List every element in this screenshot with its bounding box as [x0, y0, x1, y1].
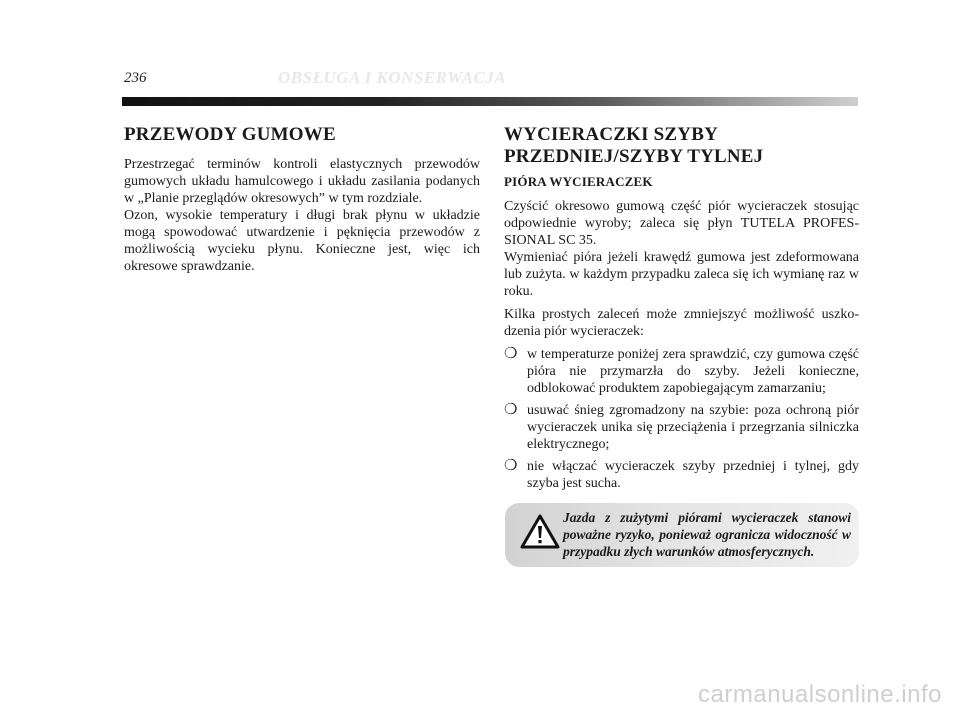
page-number: 236	[124, 70, 147, 86]
watermark: carmanualsonline.info	[698, 681, 942, 708]
list-item-text: usuwać śnieg zgromadzony na szybie: poza ochroną piór wycieraczek unika się przeciążenia i przegrzania silniczka elektrycznego;	[527, 403, 859, 452]
subsection-title-wiper-blades: PIÓRA WYCIERACZEK	[504, 174, 653, 189]
bullet-list	[504, 346, 859, 492]
running-header: OBSŁUGA I KONSERWACJA	[278, 68, 507, 87]
list-item	[504, 346, 859, 397]
header-rule	[122, 97, 858, 106]
paragraph: Ozon, wysokie temperatury i długi brak płynu w układzie mogą spowodować utwardzenie i pęknięcia przewodów z możliwością wycieku płynu. Konieczne jest, więc ich okresowe sprawdzanie.	[124, 208, 480, 274]
warning-box	[505, 503, 859, 567]
list-item	[504, 458, 859, 492]
section-title-hoses: PRZEWODY GUMOWE	[124, 124, 336, 145]
section-title-wipers: WYCIERACZKI SZYBY PRZEDNIEJ/SZYBY TYLNEJ	[504, 124, 764, 167]
warning-triangle-icon	[520, 514, 560, 550]
paragraph: Czyścić okresowo gumową część piór wycieraczek stosując odpowiednie wyroby; zaleca się płyn TUTELA PROFES-SIONAL SC 35.	[504, 199, 859, 248]
paragraph: Wymieniać pióra jeżeli krawędź gumowa jest zdeformowana lub zużyta. w każdym przypadku zaleca się ich wymianę raz w roku.	[504, 250, 859, 299]
bullet-circle-icon: ❍	[504, 458, 518, 474]
list-item-text: nie włączać wycieraczek szyby przedniej i tylnej, gdy szyba jest sucha.	[527, 459, 859, 491]
bullet-circle-icon: ❍	[504, 402, 518, 418]
list-item	[504, 402, 859, 453]
right-column	[504, 124, 859, 497]
paragraph: Przestrzegać terminów kontroli elastycznych przewodów gumowych układu hamulcowego i układu zasilania podanych w „Planie przeglądów okresowych” w tym rozdziale.	[124, 157, 480, 206]
left-column	[124, 124, 480, 281]
list-item-text: w temperaturze poniżej zera sprawdzić, czy gumowa część pióra nie przymarzła do szyby. Jeżeli konieczne, odblokować produktem zapobiegającym zamarzaniu;	[527, 347, 859, 396]
bullet-circle-icon: ❍	[504, 346, 518, 362]
paragraph: Kilka prostych zaleceń może zmniejszyć możliwość uszko-dzenia piór wycieraczek:	[504, 307, 859, 339]
warning-text: Jazda z zużytymi piórami wycieraczek stanowi poważne ryzyko, ponieważ ogranicza widoczność w przypadku złych warunków atmosferycznych.	[563, 510, 851, 559]
